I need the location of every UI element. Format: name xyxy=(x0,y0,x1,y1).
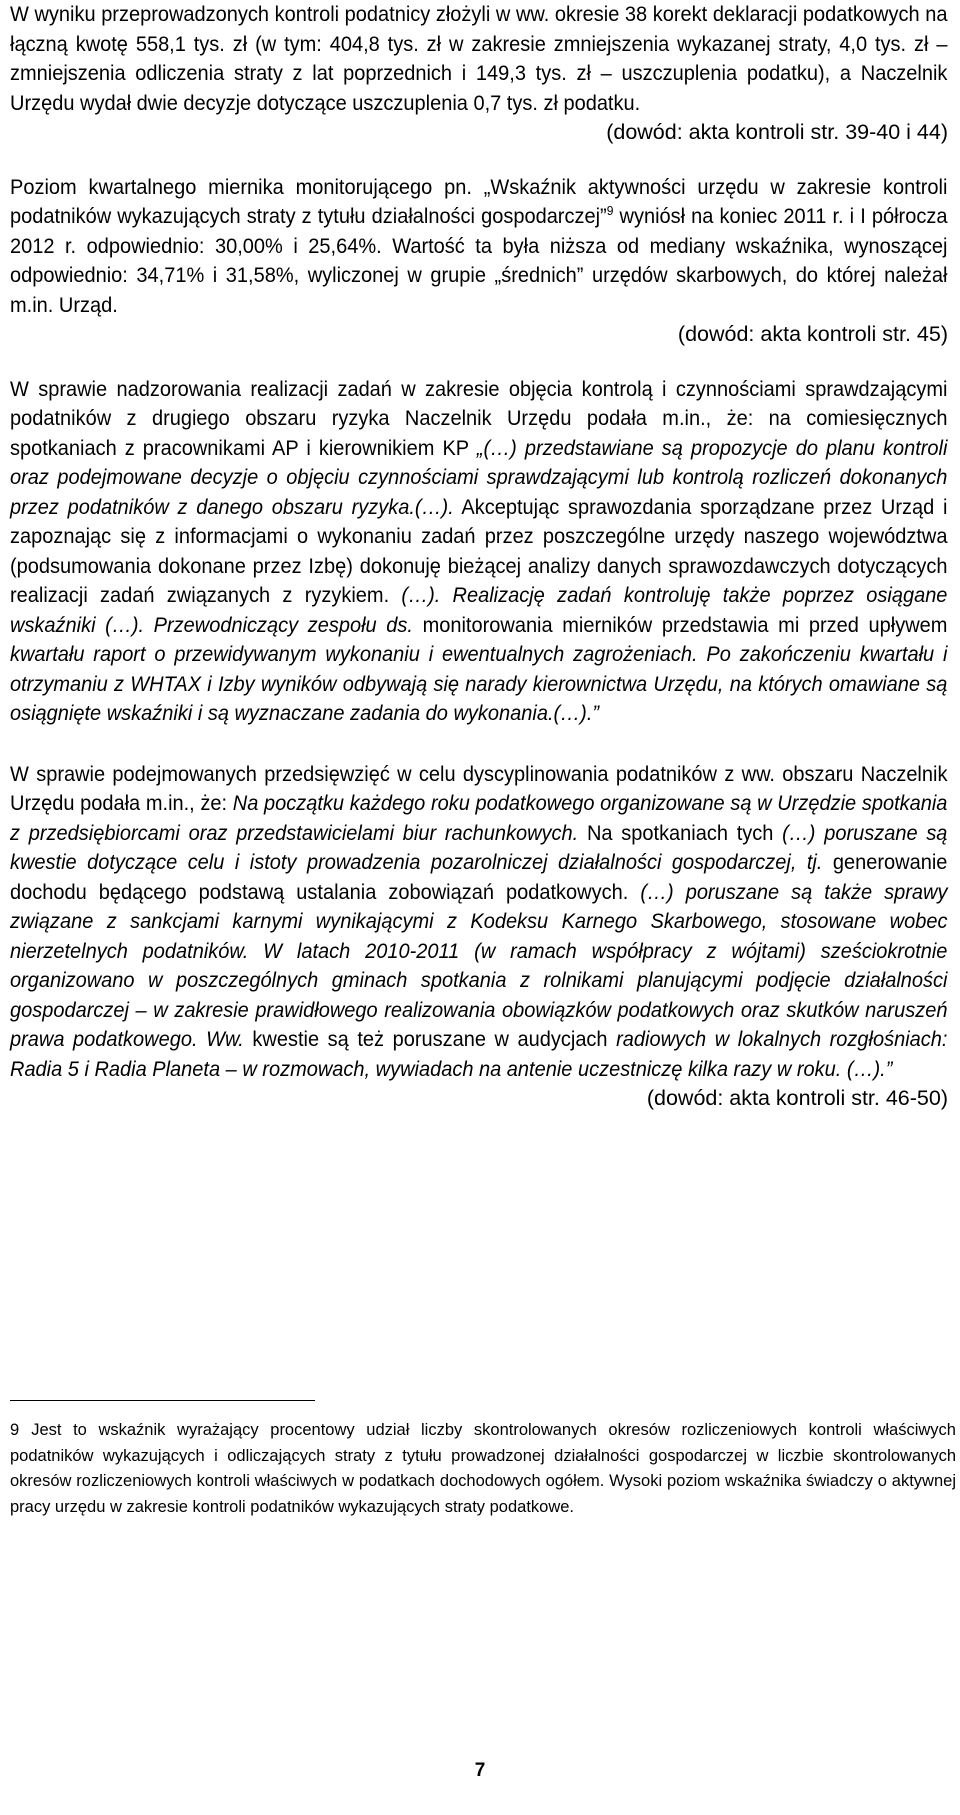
footnote-number: 9 xyxy=(10,1421,20,1439)
quoted-text: kwartału raport o przewidywanym wykonaniu i ewentualnych zagrożeniach. Po zakończeniu kwartału i otrzymaniu z WHTAX i Izby wyników odbywają się narady kierownictwa Urzędu, na których omawiane są osiągnięte wskaźniki i są wyznaczane zadania do wykonania.(…).” xyxy=(10,642,948,725)
quoted-text: radiowych w lokalnych rozgłośniach: Radia 5 i Radia Planeta – w rozmowach, wywiadach na antenie uczestniczę kilka razy w roku. (…).” xyxy=(10,1027,948,1081)
paragraph-text: W sprawie podejmowanych przedsięwzięć w celu dyscyplinowania podatników z ww. obszaru Naczelnik Urzędu podała m.in., że: xyxy=(10,761,948,815)
paragraph-text: Na spotkaniach tych xyxy=(578,820,783,845)
paragraph-text: W wyniku przeprowadzonych kontroli podatnicy złożyli w ww. okresie 38 korekt deklaracji podatkowych na łączną kwotę 558,1 tys. zł (w tym: 404,8 tys. zł w zakresie zmniejszenia wykazanej straty, 4,0 tys. zł – zmniejszenia odliczenia straty z lat poprzednich i 149,3 tys. zł – uszczuplenia podatku), a Naczelnik Urzędu wydał dwie decyzje dotyczące uszczuplenia 0,7 tys. zł podatku. xyxy=(10,2,948,115)
paragraph-corrections xyxy=(10,0,947,118)
paragraph-text: Akceptując sprawozdania sporządzane przez Urząd i zapoznając się z informacjami o wykonaniu zadań przez poszczególne urzędy naszego województwa (podsumowania dokonane przez Izbę) dokonuję bieżącej analizy danych sprawozdawczych dotyczących realizacji zadań związanych z ryzykiem. xyxy=(10,494,948,607)
footnote-marker: 9 xyxy=(606,202,614,218)
page-number: 7 xyxy=(474,1760,486,1781)
paragraph-discipline xyxy=(10,760,947,1085)
paragraph-indicator xyxy=(10,173,947,321)
evidence-reference: (dowód: akta kontroli str. 45) xyxy=(677,322,948,346)
footnote-separator xyxy=(10,1400,315,1401)
quoted-text: (…) poruszane są także sprawy związane z sankcjami karnymi wynikającymi z Kodeksu Karnego Skarbowego, stosowane wobec nierzetelnych podatników. W latach 2010-2011 (w ramach współpracy z wójtami) sześciokrotnie organizowano w poszczególnych gminach spotkania z rolnikami planującymi podjęcie działalności gospodarczej – w zakresie prawidłowego realizowania obowiązków podatkowych oraz skutków naruszeń prawa podatkowego. Ww. xyxy=(10,879,948,1051)
paragraph-text: kwestie są też poruszane w audycjach xyxy=(243,1027,617,1051)
paragraph-text: wyniósł na koniec 2011 r. i I półrocza 2012 r. odpowiednio: 30,00% i 25,64%. Wartość ta była niższa od mediany wskaźnika, wynoszącej odpowiednio: 34,71% i 31,58%, wyliczonej w grupie „średnich” urzędów skarbowych, do której należał m.in. Urząd. xyxy=(10,204,948,317)
quoted-text: „(…) przedstawiane są propozycje do planu kontroli oraz podejmowane decyzje o objęciu czynnościami sprawdzającymi lub kontrolą rozliczeń dokonanych przez podatników z danego obszaru ryzyka.(…). xyxy=(10,435,948,519)
evidence-reference: (dowód: akta kontroli str. 46-50) xyxy=(646,1086,948,1110)
footnote-text: Jest to wskaźnik wyrażający procentowy udział liczby skontrolowanych okresów rozliczeniowych kontroli właściwych podatników wykazujących i odliczających straty z tytułu prowadzonej działalności gospodarczej w liczbie skontrolowanych okresów rozliczeniowych kontroli właściwych w podatkach dochodowych ogółem. Wysoki poziom wskaźnika świadczy o aktywnej pracy urzędu w zakresie kontroli podatników wykazujących straty podatkowe. xyxy=(10,1421,956,1516)
evidence-reference: (dowód: akta kontroli str. 39-40 i 44) xyxy=(606,120,948,144)
document-page xyxy=(10,0,948,1114)
footnote xyxy=(10,1418,956,1520)
quoted-text: (…). Realizację zadań kontroluję także poprzez osiągane wskaźniki (…). Przewodniczący zespołu ds. xyxy=(10,583,948,637)
paragraph-text: monitorowania mierników przedstawia mi przed upływem xyxy=(412,612,948,637)
quoted-text: (…) poruszane są kwestie dotyczące celu i istoty prowadzenia pozarolniczej działalności gospodarczej, tj. xyxy=(10,820,948,874)
paragraph-text: Poziom kwartalnego miernika monitorującego pn. „Wskaźnik aktywności urzędu w zakresie kontroli podatników wykazujących straty z tytułu działalności gospodarczej” xyxy=(10,174,948,228)
quoted-text: Na początku każdego roku podatkowego organizowane są w Urzędzie spotkania z przedsiębiorcami oraz przedstawicielami biur rachunkowych. xyxy=(10,791,948,845)
paragraph-text: W sprawie nadzorowania realizacji zadań w zakresie objęcia kontrolą i czynnościami sprawdzającymi podatników z drugiego obszaru ryzyka Naczelnik Urzędu podała m.in., że: na comiesięcznych spotkaniach z pracownikami AP i kierownikiem KP xyxy=(10,376,948,460)
paragraph-text: generowanie dochodu będącego podstawą ustalania zobowiązań podatkowych. xyxy=(10,850,948,904)
paragraph-supervision xyxy=(10,375,947,729)
